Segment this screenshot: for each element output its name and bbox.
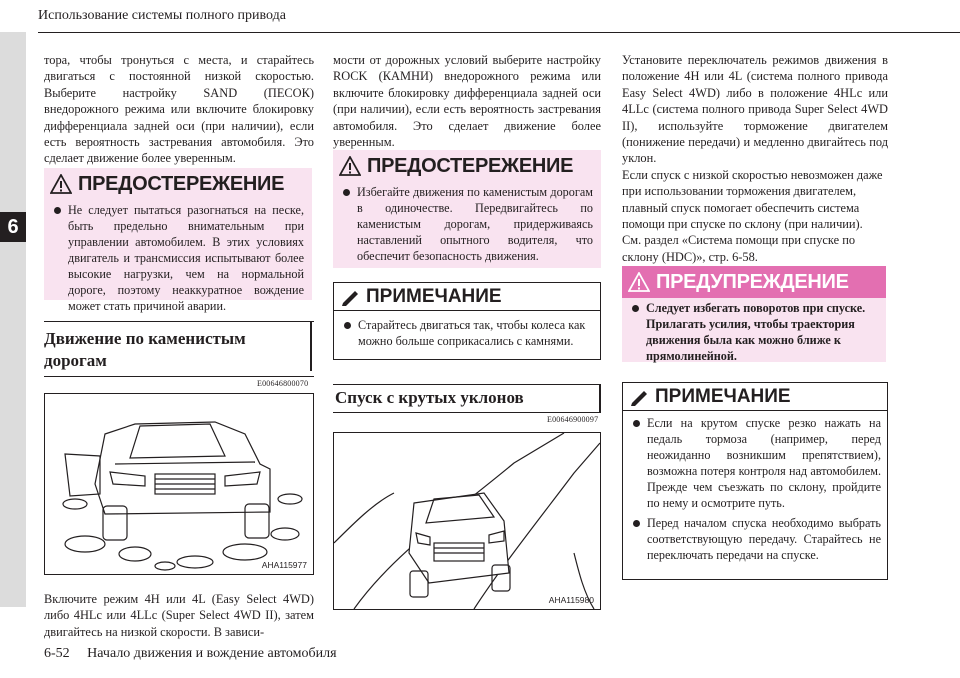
warning-box xyxy=(44,168,312,313)
warning-triangle-icon xyxy=(628,272,650,292)
body-text: мости от дорожных условий выберите настройку ROCK (КАМНИ) внедорожного режима или включите блокировку дифференциала задней оси (при наличии), если есть вероятность застревания автомобиля. Это сделает движение более уверенным. xyxy=(333,53,601,150)
steep-descent-illustration xyxy=(333,432,601,610)
section-title-steep-descent: Спуск с крутых уклонов xyxy=(335,388,524,407)
warning-triangle-icon xyxy=(339,156,361,176)
warning-box xyxy=(333,150,601,268)
body-text: Если спуск с низкой скоростью невозможен даже при использовании торможения двигателем, плавный спуск помогает обеспечить система помощи при спуске по склону (при наличии). xyxy=(622,167,883,232)
warning-title: ПРЕДОСТЕРЕЖЕНИЕ xyxy=(78,172,285,195)
warning-triangle-icon xyxy=(50,174,72,194)
note-header xyxy=(623,383,887,411)
column-3 xyxy=(622,52,888,265)
image-caption: AHA115980 xyxy=(548,595,594,605)
pencil-icon xyxy=(340,288,360,306)
rocky-road-illustration xyxy=(44,393,314,575)
pencil-icon xyxy=(629,388,649,406)
warning-title: ПРЕДОСТЕРЕЖЕНИЕ xyxy=(367,154,574,177)
warning-bullet: Не следует пытаться разогнаться на песке, быть предельно внимательным при управлении автомобилем. В этих условиях двигатель и трансмиссия испытывают более высокие нагрузки, чем на нормальной дороге, поэтому неаккуратное вождение может стать причиной аварии. xyxy=(54,202,304,314)
body-text: тора, чтобы тронуться с места, и старайтесь двигаться с постоянной низкой скоростью. Выберите настройку SAND (ПЕСОК) внедорожного режима или включите блокировку дифференциала задней оси (при наличии), если есть вероятность застревания автомобиля. Это сделает движение более уверенным. xyxy=(44,53,314,166)
note-title: ПРИМЕЧАНИЕ xyxy=(366,285,502,307)
body-text: Установите переключатель режимов движения в положение 4H или 4L (система полного привода Easy Select 4WD) либо в положение 4HLc или 4LLc (система полного привода Super Select 4WD II), используйте торможение двигателем (понижение передачи) и медленно двигайтесь под уклон. xyxy=(622,53,888,166)
truck-on-rocks-illustration xyxy=(45,394,313,574)
note-bullet: Если на крутом спуске резко нажать на педаль тормоза (например, перед неожиданно возникшим препятствием), возможна потеря контроля над автомобилем. Прежде чем съезжать по склону, пройдите по нему и осмотрите путь. xyxy=(633,415,881,511)
footer-section: Начало движения и вождение автомобиля xyxy=(87,646,337,661)
note-bullet: Перед началом спуска необходимо выбрать соответствующую передачу. Старайтесь не переключать передачи на спуске. xyxy=(633,515,881,563)
caution-bullet: Следует избегать поворотов при спуске. Прилагать усилия, чтобы траектория движения была как можно ближе к прямолинейной. xyxy=(632,300,878,364)
warning-bullet: Избегайте движения по каменистым дорогам в одиночестве. Передвигайтесь по каменистым дорогам, придерживаясь наставлений опытного водителя, что обеспечит безопасность движения. xyxy=(343,184,593,264)
note-box xyxy=(622,382,888,580)
chapter-tab[interactable]: 6 xyxy=(0,212,26,242)
chapter-sidebar xyxy=(0,32,26,607)
note-header xyxy=(334,283,600,311)
page-footer xyxy=(44,646,351,662)
column-1 xyxy=(44,52,314,167)
caution-header xyxy=(622,266,886,298)
caution-box xyxy=(622,266,886,362)
cross-reference[interactable]: См. раздел «Система помощи при спуске по склону (HDC)», стр. 6-58. xyxy=(622,233,856,264)
body-text-bottom: Включите режим 4H или 4L (Easy Select 4WD) либо 4HLc или 4LLc (Super Select 4WD II), затем двигайтесь на низкой скорости. В зависи- xyxy=(44,592,314,639)
caution-title: ПРЕДУПРЕЖДЕНИЕ xyxy=(656,270,849,293)
section-title-rocky-roads: Движение по каменистым дорогам xyxy=(44,329,246,370)
header-rule xyxy=(38,32,960,33)
note-box xyxy=(333,282,601,360)
note-title: ПРИМЕЧАНИЕ xyxy=(655,385,791,407)
section-code: E00646900097 xyxy=(547,415,599,424)
column-2 xyxy=(333,52,601,150)
truck-downhill-illustration xyxy=(334,433,600,609)
note-bullet: Старайтесь двигаться так, чтобы колеса как можно больше соприкасались с камнями. xyxy=(344,317,592,349)
warning-header xyxy=(333,150,601,182)
warning-header xyxy=(44,168,312,200)
page-number: 6-52 xyxy=(44,646,70,661)
image-caption: AHA115977 xyxy=(261,560,307,570)
section-code: E00646800070 xyxy=(257,379,309,388)
running-header: Использование системы полного привода xyxy=(38,8,286,23)
